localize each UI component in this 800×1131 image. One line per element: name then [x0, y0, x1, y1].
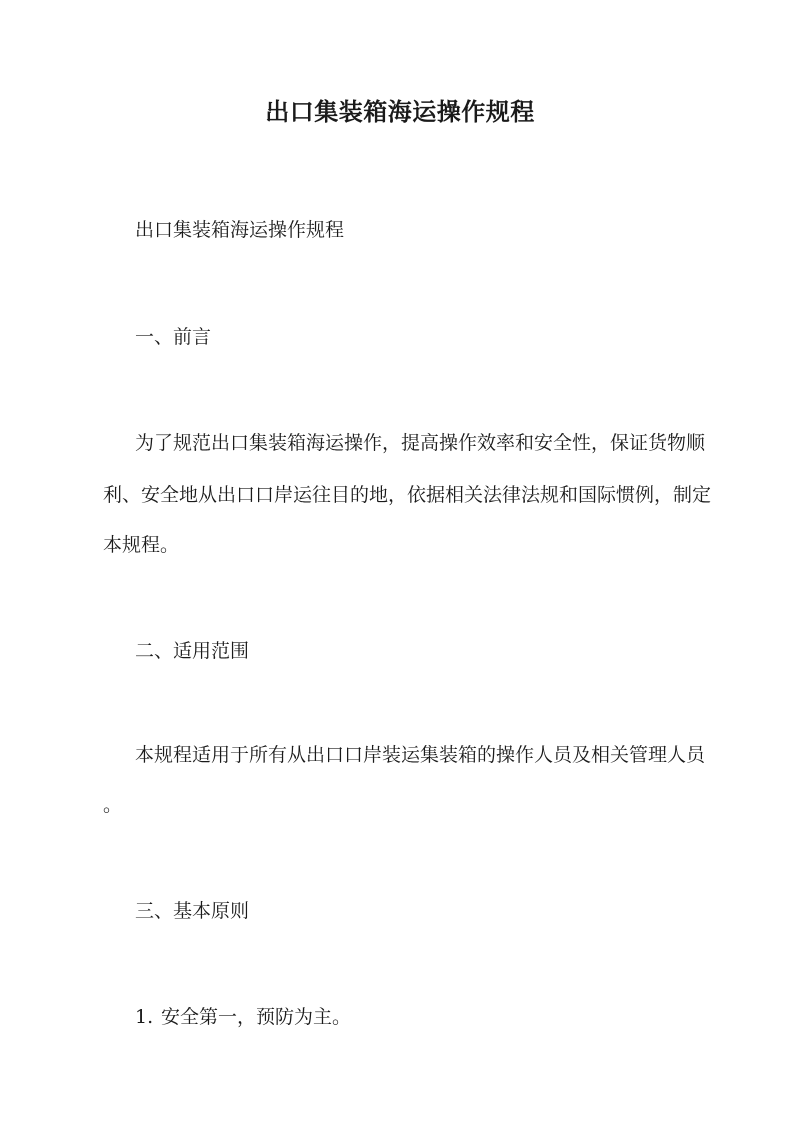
- section-heading-scope: 二、适用范围: [135, 640, 250, 662]
- paragraph-line: 利、安全地从出口口岸运往目的地，依据相关法律法规和国际惯例，制定: [103, 484, 712, 506]
- paragraph-line: 为了规范出口集装箱海运操作，提高操作效率和安全性，保证货物顺: [135, 432, 706, 454]
- list-item: [135, 998, 703, 1036]
- document-title: 出口集装箱海运操作规程: [265, 97, 535, 126]
- document-subtitle: 出口集装箱海运操作规程: [135, 219, 345, 241]
- paragraph-line: 本规程。: [103, 534, 180, 556]
- list-item-text: 安全第一，预防为主。: [161, 1006, 352, 1028]
- list-item-number: 1.: [135, 1006, 154, 1028]
- section-heading-preface: 一、前言: [135, 326, 212, 348]
- paragraph-line: 本规程适用于所有从出口口岸装运集装箱的操作人员及相关管理人员: [135, 744, 706, 766]
- paragraph-line: 。: [103, 794, 123, 816]
- section-heading-principles: 三、基本原则: [135, 900, 250, 922]
